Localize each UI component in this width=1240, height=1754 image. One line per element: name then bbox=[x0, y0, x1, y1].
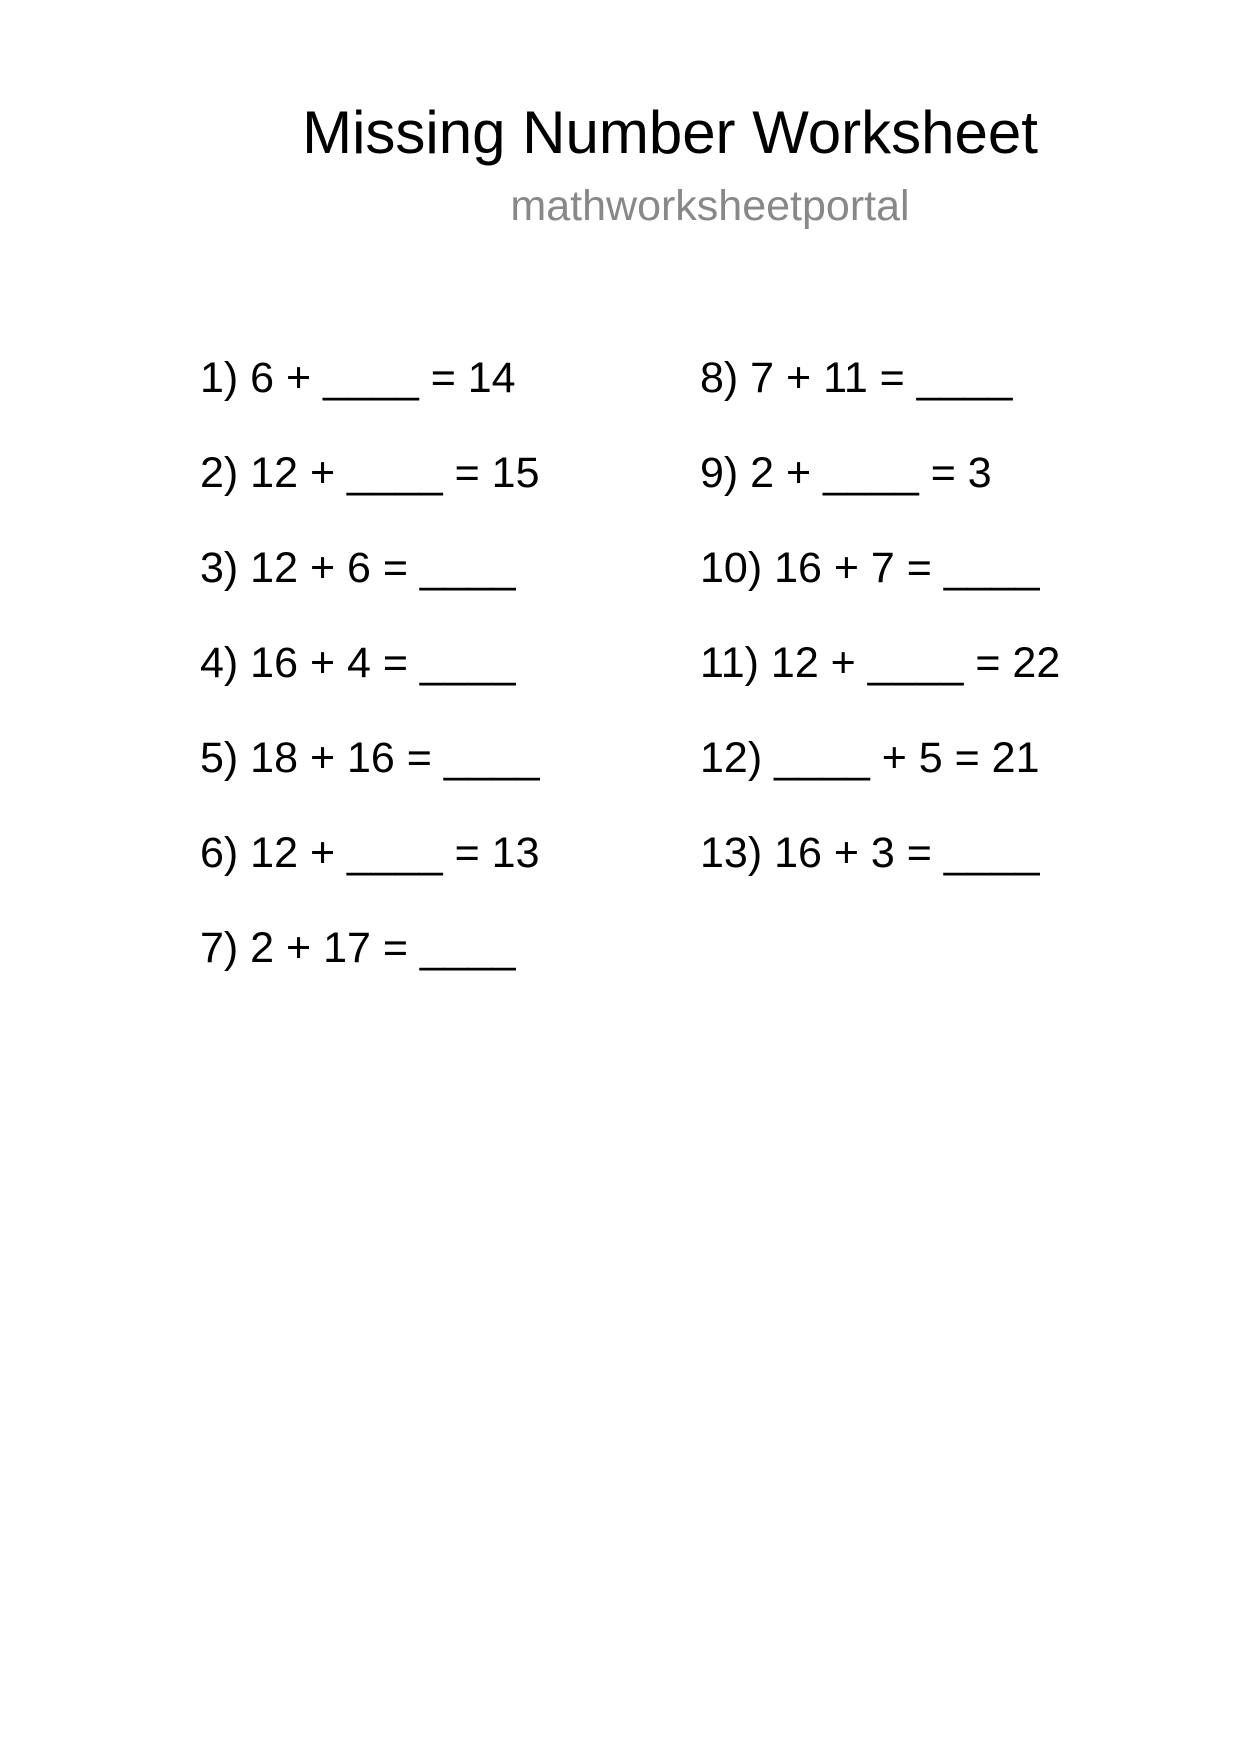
problem-11: 11) 12 + ____ = 22 bbox=[700, 639, 1061, 687]
problem-7: 7) 2 + 17 = ____ bbox=[200, 924, 516, 972]
worksheet-title: Missing Number Worksheet bbox=[302, 99, 1038, 166]
problem-9: 9) 2 + ____ = 3 bbox=[700, 449, 992, 497]
problem-1: 1) 6 + ____ = 14 bbox=[200, 354, 516, 402]
problem-12: 12) ____ + 5 = 21 bbox=[700, 734, 1040, 782]
problem-6: 6) 12 + ____ = 13 bbox=[200, 829, 540, 877]
problem-column-right bbox=[700, 352, 1060, 922]
problem-3: 3) 12 + 6 = ____ bbox=[200, 544, 516, 592]
problem-8: 8) 7 + 11 = ____ bbox=[700, 354, 1013, 402]
problem-5: 5) 18 + 16 = ____ bbox=[200, 734, 540, 782]
problem-2: 2) 12 + ____ = 15 bbox=[200, 449, 540, 497]
problem-13: 13) 16 + 3 = ____ bbox=[700, 829, 1040, 877]
problem-4: 4) 16 + 4 = ____ bbox=[200, 639, 516, 687]
worksheet-subtitle: mathworksheetportal bbox=[510, 182, 910, 230]
problem-10: 10) 16 + 7 = ____ bbox=[700, 544, 1040, 592]
problem-column-left bbox=[200, 352, 540, 1017]
